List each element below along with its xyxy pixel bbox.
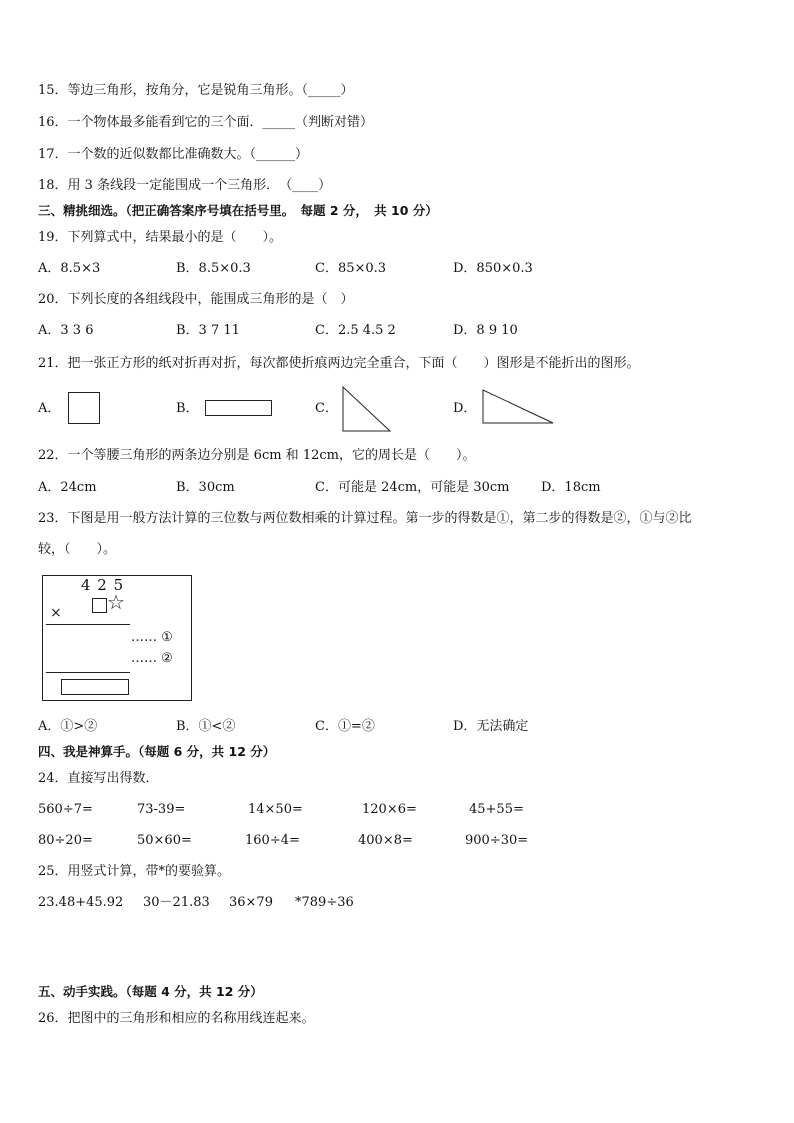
question-22-stem: 22．一个等腰三角形的两条边分别是 6cm 和 12cm，它的周长是（ ）。 xyxy=(38,448,476,463)
calc-item: 560÷7= xyxy=(38,802,93,817)
q20-option-b[interactable]: B．3 7 11 xyxy=(176,323,240,338)
square-shape[interactable] xyxy=(68,392,100,424)
section-3-heading: 三、精挑细选。（把正确答案序号填在括号里。 每题 2 分， 共 10 分） xyxy=(38,203,438,218)
vertical-calc-item: 23.48+45.92 xyxy=(38,895,124,910)
q23-option-b[interactable]: B．①<② xyxy=(176,719,236,734)
vertical-calc-item: 30－21.83 xyxy=(143,895,210,910)
figure-rule-bottom xyxy=(46,672,130,673)
calc-item: 160÷4= xyxy=(245,833,300,848)
question-21-stem: 21．把一张正方形的纸对折再对折，每次都使折痕两边完全重合，下面（ ）图形是不能折出的图形。 xyxy=(38,356,640,371)
q20-option-c[interactable]: C．2.5 4.5 2 xyxy=(315,323,396,338)
question-16: 16．一个物体最多能看到它的三个面．_____（判断对错） xyxy=(38,115,374,130)
q21-label-c[interactable]: C． xyxy=(315,401,338,416)
calc-item: 50×60= xyxy=(137,833,192,848)
figure-step-2: …… ② xyxy=(131,651,173,666)
multiplication-figure xyxy=(42,575,192,701)
rectangle-shape[interactable] xyxy=(205,400,272,416)
question-23-stem-line-2: 较，（ ）。 xyxy=(38,542,117,557)
q22-option-b[interactable]: B．30cm xyxy=(176,480,235,495)
vertical-calc-item: 36×79 xyxy=(229,895,273,910)
figure-top-number: 4 2 5 xyxy=(81,576,125,594)
figure-answer-box xyxy=(61,679,129,695)
question-26-stem: 26．把图中的三角形和相应的名称用线连起来。 xyxy=(38,1011,315,1026)
question-17: 17．一个数的近似数都比准确数大。（______） xyxy=(38,147,309,162)
calc-item: 900÷30= xyxy=(465,833,529,848)
calc-item: 45+55= xyxy=(469,802,524,817)
q20-option-a[interactable]: A．3 3 6 xyxy=(38,323,94,338)
star-icon: ☆ xyxy=(107,590,125,614)
q22-option-d[interactable]: D．18cm xyxy=(541,480,601,495)
question-23-stem-line-1: 23．下图是用一般方法计算的三位数与两位数相乘的计算过程。第一步的得数是①，第二步的得数是②，①与②比 xyxy=(38,511,692,526)
q21-label-a[interactable]: A． xyxy=(38,401,61,416)
q22-option-c[interactable]: C．可能是 24cm，可能是 30cm xyxy=(315,480,510,495)
calc-item: 400×8= xyxy=(358,833,413,848)
figure-rule-top xyxy=(46,624,130,625)
vertical-calc-item: *789÷36 xyxy=(295,895,354,910)
right-triangle-tall-shape[interactable] xyxy=(340,385,392,433)
q19-option-c[interactable]: C．85×0.3 xyxy=(315,261,387,276)
question-15: 15．等边三角形，按角分，它是锐角三角形。（_____） xyxy=(38,83,354,98)
q19-option-a[interactable]: A．8.5×3 xyxy=(38,261,101,276)
figure-times-sign: × xyxy=(50,605,62,621)
calc-item: 120×6= xyxy=(362,802,417,817)
q22-option-a[interactable]: A．24cm xyxy=(38,480,97,495)
figure-step-1: …… ① xyxy=(131,630,173,645)
question-19-stem: 19．下列算式中，结果最小的是（ ）。 xyxy=(38,230,283,245)
calc-item: 80÷20= xyxy=(38,833,93,848)
blank-box-icon xyxy=(92,598,107,613)
q23-option-a[interactable]: A．①>② xyxy=(38,719,98,734)
q23-option-d[interactable]: D．无法确定 xyxy=(453,719,529,734)
q19-option-d[interactable]: D．850×0.3 xyxy=(453,261,533,276)
q20-option-d[interactable]: D．8 9 10 xyxy=(453,323,518,338)
right-triangle-wide-shape[interactable] xyxy=(480,388,556,426)
q21-label-b[interactable]: B． xyxy=(176,401,199,416)
section-5-heading: 五、动手实践。（每题 4 分，共 12 分） xyxy=(38,984,263,999)
calc-item: 14×50= xyxy=(248,802,303,817)
q19-option-b[interactable]: B．8.5×0.3 xyxy=(176,261,251,276)
question-25-stem: 25．用竖式计算，带*的要验算。 xyxy=(38,864,231,879)
calc-item: 73-39= xyxy=(137,802,186,817)
q23-option-c[interactable]: C．①=② xyxy=(315,719,375,734)
q21-label-d[interactable]: D． xyxy=(453,401,477,416)
question-24-stem: 24．直接写出得数． xyxy=(38,771,159,786)
question-20-stem: 20．下列长度的各组线段中，能围成三角形的是（ ） xyxy=(38,292,354,307)
question-18: 18．用 3 条线段一定能围成一个三角形． （____） xyxy=(38,178,332,193)
section-4-heading: 四、我是神算手。（每题 6 分，共 12 分） xyxy=(38,744,276,759)
